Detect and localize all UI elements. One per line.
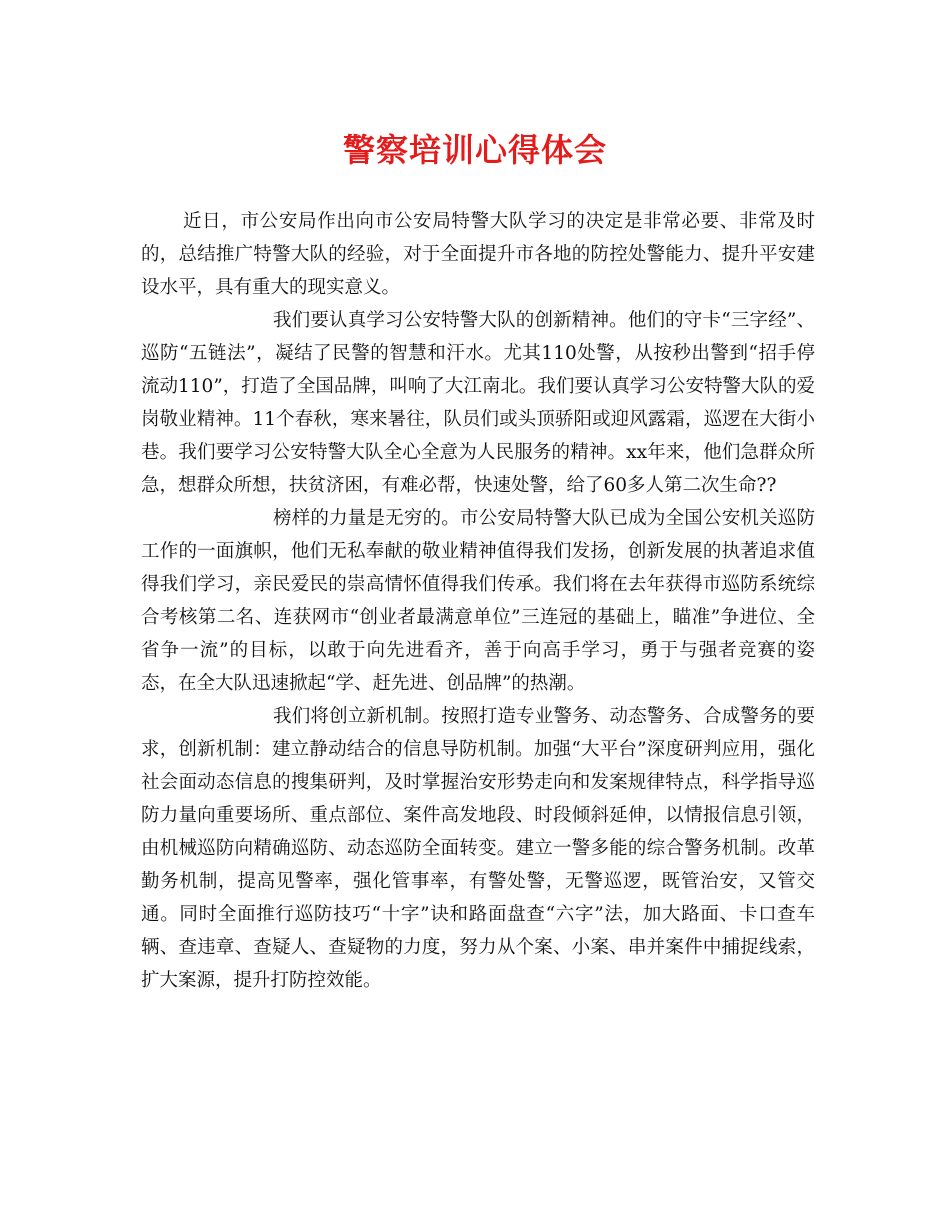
document-title: 警察培训心得体会 (342, 131, 607, 169)
paragraph-2: 我们要认真学习公安特警大队的创新精神。他们的守卡“三字经”、巡防“五链法”，凝结了民警的智慧和汗水。尤其110处警，从按秒出警到“招手停流动110”，打造了全国品牌，叫响了大江南北。我们要认真学习公安特警大队的爱岗敬业精神。11个春秋，寒来暑往，队员们或头顶骄阳或迎风露霜，巡逻在大街小巷。我们要学习公安特警大队全心全意为人民服务的精神。xx年来，他们急群众所急，想群众所想，扶贫济困，有难必帮，快速处警，给了60多人第二次生命?? (141, 310, 815, 496)
paragraph-4: 我们将创立新机制。按照打造专业警务、动态警务、合成警务的要求，创新机制：建立静动结合的信息导防机制。加强“大平台”深度研判应用，强化社会面动态信息的搜集研判，及时掌握治安形势走向和发案规律特点，科学指导巡防力量向重要场所、重点部位、案件高发地段、时段倾斜延伸，以情报信息引领，由机械巡防向精确巡防、动态巡防全面转变。建立一警多能的综合警务机制。改革勤务机制，提高见警率，强化管事率，有警处警，无警巡逻，既管治安，又管交通。同时全面推行巡防技巧“十字”诀和路面盘查“六字”法，加大路面、卡口查车辆、查违章、查疑人、查疑物的力度，努力从个案、小案、串并案件中捕捉线索，扩大案源，提升打防控效能。 (141, 706, 815, 991)
document-body (141, 205, 815, 997)
paragraph-1: 近日，市公安局作出向市公安局特警大队学习的决定是非常必要、非常及时的，总结推广特警大队的经验，对于全面提升市各地的防控处警能力、提升平安建设水平，具有重大的现实意义。 (141, 211, 815, 298)
paragraph-3: 榜样的力量是无穷的。市公安局特警大队已成为全国公安机关巡防工作的一面旗帜，他们无私奉献的敬业精神值得我们发扬，创新发展的执著追求值得我们学习，亲民爱民的崇高情怀值得我们传承。我们将在去年获得市巡防系统综合考核第二名、连获网市“创业者最满意单位”三连冠的基础上，瞄准”争进位、全省争一流”的目标，以敢于向先进看齐，善于向高手学习，勇于与强者竞赛的姿态，在全大队迅速掀起“学、赶先进、创品牌”的热潮。 (141, 508, 815, 694)
